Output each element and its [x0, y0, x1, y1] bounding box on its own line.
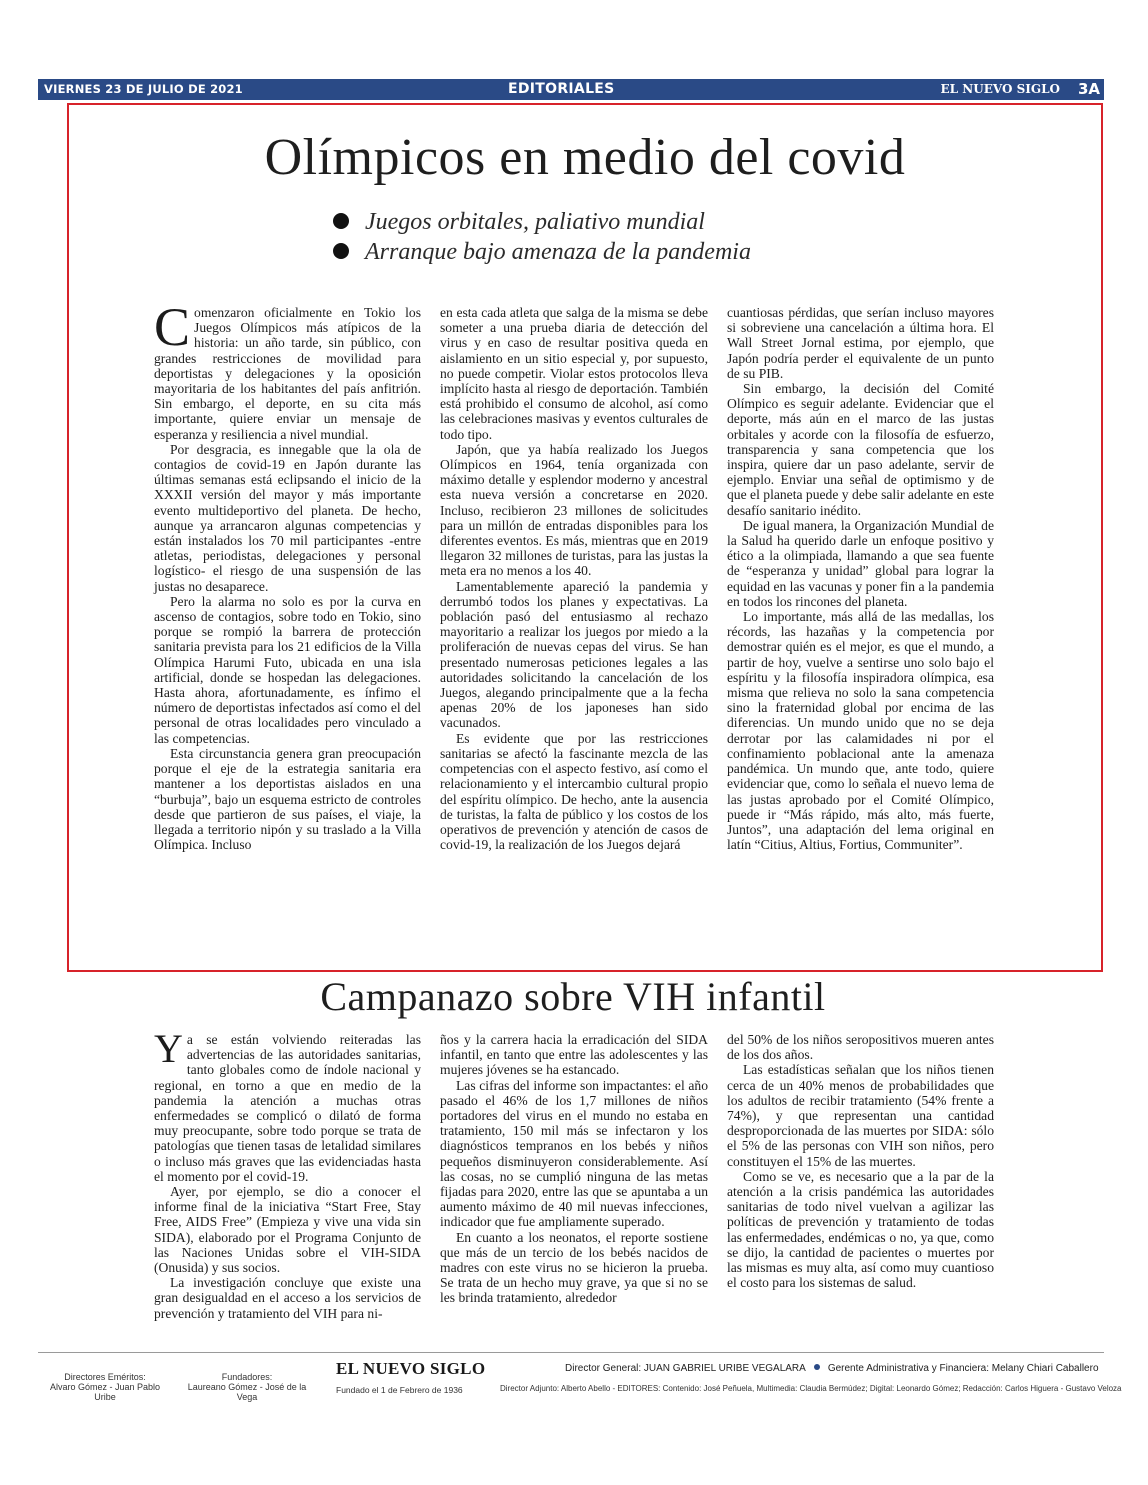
- subtitle-2: Arranque bajo amenaza de la pandemia: [365, 239, 751, 265]
- paragraph: En cuanto a los neonatos, el reporte sostiene que más de un tercio de los bebés nacidos de madres con este virus no se hicieron la prueba. Se trata de un hecho muy grave, ya que si no se les brinda tratamiento, alrededor: [440, 1229, 708, 1306]
- paragraph: De igual manera, la Organización Mundial de la Salud ha querido darle un enfoque positivo y ético a la olimpiada, llamando a que sea fuente de “esperanza y unidad” global para lograr la equidad en las vacunas y poner fin a la pandemia en todos los rincones del planeta.: [727, 517, 994, 609]
- paragraph: ños y la carrera hacia la erradicación del SIDA infantil, en tanto que entre las adolescentes y las mujeres jóvenes se ha estancado.: [440, 1032, 708, 1078]
- paragraph: Esta circunstancia genera gran preocupación porque el eje de la estrategia sanitaria era mantener a los deportistas aislados en una “burbuja”, bajo un esquema estricto de controles desde que partieron de sus países, el viaje, la llegada a territorio nipón y su traslado a la Villa Olímpica. Incluso: [154, 745, 421, 853]
- drop-cap: Y: [154, 1026, 183, 1071]
- issue-date: VIERNES 23 DE JULIO DE 2021: [44, 82, 243, 96]
- page-header-bar: [38, 79, 1104, 100]
- article2-column-2: [440, 1032, 708, 1306]
- founders-label: Fundadores:: [221, 1372, 273, 1382]
- bullet-icon: [333, 213, 349, 229]
- article-column-1: [154, 297, 421, 853]
- paragraph: Como se ve, es necesario que a la par de la atención a la crisis pandémica las autoridades sanitarias de todo nivel vuelvan a agilizar las políticas de prevención y tratamiento de todas las enfermedades, endémicas o no, ya que, como se dijo, la cantidad de pacientes o muertes por las mismas es muy alta, así como muy cuantioso el costo para los sistemas de salud.: [727, 1168, 994, 1291]
- directors-label: Directores Eméritos:: [64, 1372, 146, 1382]
- section-title: EDITORIALES: [508, 81, 615, 97]
- staff-line-1: [565, 1363, 1099, 1374]
- paragraph: Por desgracia, es innegable que la ola de contagios de covid-19 en Japón durante las últimas semanas está eclipsando el inicio de la XXXII versión del mayor y más importante evento multideportivo del planeta. De hecho, aunque ya arrancaron algunas competencias y están instalados los 70 mil participantes -entre atletas, periodistas, delegaciones y personal logístico- el riesgo de una suspensión de las justas no desaparece.: [154, 441, 421, 594]
- article-column-3: [727, 305, 994, 852]
- article2-column-3: [727, 1032, 994, 1290]
- paragraph: Las estadísticas señalan que los niños tienen cerca de un 40% menos de probabilidades que los adultos de recibir tratamiento (54% frente a 74%), y que representan una cantidad desproporcionada de las muertes por SIDA: sólo el 5% de las personas con VIH son niños, pero constituyen el 15% de las muertes.: [727, 1062, 994, 1169]
- paragraph: Las cifras del informe son impactantes: el año pasado el 46% de los 1,7 millones de niños portadores del virus en el mundo no estaba en tratamiento, 150 mil más se infectaron y los diagnósticos tempranos en los bebés y niños pequeños disminuyeron considerablemente. Así las cosas, no se cumplió ninguna de las metas fijadas para 2020, entre las que se apuntaba a un aumento máximo de 40 mil nuevas infecciones, indicador que fue ampliamente superado.: [440, 1077, 708, 1230]
- footer-logo: EL NUEVO SIGLO: [336, 1359, 486, 1378]
- paragraph: Pero la alarma no solo es por la curva en ascenso de contagios, sobre todo en Tokio, sino porque se rompió la barrera de protección sanitaria prevista para los 21 edificios de la Villa Olímpica Harumi Futo, ubicada en una isla artificial, donde se hospedan las delegaciones. Hasta ahora, afortunadamente, es ínfimo el número de deportistas infectados así como el del personal de otras localidades pero vinculado a las competencias.: [154, 593, 421, 746]
- drop-cap: C: [154, 297, 191, 357]
- directors-names: Alvaro Gómez - Juan Pablo Uribe: [49, 1382, 161, 1402]
- page-number: 3A: [1077, 80, 1100, 98]
- directors-credit: [40, 1372, 170, 1402]
- paragraph: Lo importante, más allá de las medallas, los récords, las hazañas y la competencia por demostrar quién es el mejor, es que el mundo, a partir de hoy, vuelve a sentirse uno solo bajo el espíritu y la filosofía inspiradora olímpica, esa misma que relieva no solo la sana competencia sino la fraternidad global por encima de las diferencias. Un mundo unido que no se deja derrotar por las calamidades ni por el confinamiento poblacional ante la amenaza pandémica. Un mundo que, ante todo, quiere evidenciar que, como lo señala el nuevo lema de las justas aprobado por el Comité Olímpico, puede ir “Más rápido, más alto, más fuerte, Juntos”, una adaptación del lema original en latín “Citius, Altius, Fortius, Communiter”.: [727, 609, 994, 853]
- paragraph: La investigación concluye que existe una gran desigualdad en el acceso a los servicios de prevención y tratamiento del VIH para ni-: [154, 1275, 421, 1321]
- paragraph: cuantiosas pérdidas, que serían incluso mayores si sobreviene una cancelación a última hora. El Wall Street Jornal estima, por ejemplo, que Japón podría perder el equivalente de un punto de su PIB.: [727, 305, 994, 381]
- paragraph: Japón, que ya había realizado los Juegos Olímpicos en 1964, tenía organizada con máximo detalle y esplendor moderno y ancestral esta nueva versión a concretarse en 2020. Incluso, recibieron 23 millones de solicitudes para un millón de entradas disponibles para los diferentes eventos. Es más, mientras que en 2019 llegaron 32 millones de turistas, para las justas la meta era no menos a los 40.: [440, 441, 708, 579]
- footer-divider: [38, 1352, 1104, 1353]
- paragraph: en esta cada atleta que salga de la misma se debe someter a una prueba diaria de detección del virus y en caso de resultar positiva queda en aislamiento en un sitio especial y, por supuesto, no puede competir. Violar estos protocolos lleva implícito hasta al riesgo de deportación. También está prohibido el consumo de alcohol, así como las celebraciones masivas y eventos culturales de todo tipo.: [440, 305, 708, 442]
- article2-column-1: [154, 1026, 421, 1321]
- masthead-brand: EL NUEVO SIGLO: [940, 82, 1060, 96]
- finance-manager: Gerente Administrativa y Financiera: Melany Chiari Caballero: [827, 1363, 1099, 1374]
- founded-date: Fundado el 1 de Febrero de 1936: [336, 1385, 463, 1395]
- founders-credit: [182, 1372, 312, 1402]
- director-general: Director General: JUAN GABRIEL URIBE VEGALARA: [565, 1363, 806, 1374]
- paragraph: omenzaron oficialmente en Tokio los Juegos Olímpicos más atípicos de la historia: un año tarde, sin público, con grandes restricciones de movilidad para deportistas y delegaciones y la oposición mayoritaria de los habitantes del país anfitrión. Sin embargo, el deporte, en su cita más importante, quiere enviar un mensaje de esperanza y resiliencia a nivel mundial.: [154, 305, 421, 442]
- paragraph: Sin embargo, la decisión del Comité Olímpico es seguir adelante. Evidenciar que el deporte, más aún en el marco de las justas orbitales y acorde con la filosofía de esfuerzo, transparencia y sana competencia que los inspira, quiere dar un paso adelante, servir de ejemplo. Enviar una señal de optimismo y de que el planeta puede y debe salir adelante en este desafío sanitario inédito.: [727, 381, 994, 518]
- paragraph: Ayer, por ejemplo, se dio a conocer el informe final de la iniciativa “Start Free, Stay Free, AIDS Free” (Empieza y vive una vida sin SIDA), elaborado por el Programa Conjunto de las Naciones Unidas sobre el VIH-SIDA (Onusida) y sus socios.: [154, 1184, 421, 1276]
- separator-dot-icon: [814, 1364, 820, 1370]
- article-column-2: [440, 305, 708, 852]
- bullet-icon: [333, 243, 349, 259]
- paragraph: Es evidente que por las restricciones sanitarias se afectó la fascinante mezcla de las competencias con el aspecto festivo, así como el relacionamiento y el intercambio cultural propio del espíritu olímpico. De hecho, ante la ausencia de turistas, la falta de público y los costos de los operativos de prevención y atención de casos de covid-19, la realización de los Juegos dejará: [440, 730, 708, 853]
- staff-line-2: Director Adjunto: Alberto Abello - EDITORES: Contenido: José Peñuela, Multimedia: Claudia Bermúdez; Digital: Leonardo Gómez; Redacción: Carlos Higuera - Gustavo Veloza: [500, 1384, 1122, 1393]
- editorial-title-2: Campanazo sobre VIH infantil: [320, 974, 826, 1019]
- founders-names: Laureano Gómez - José de la Vega: [187, 1382, 307, 1402]
- paragraph: del 50% de los niños seropositivos mueren antes de los dos años.: [727, 1032, 994, 1063]
- editorial-subtitles: [333, 207, 751, 267]
- paragraph: Lamentablemente apareció la pandemia y derrumbó todos los planes y expectativas. La población pasó del entusiasmo al rechazo mayoritario a realizar los juegos por miedo a la proliferación de nuevas cepas del virus. Se han presentado numerosas peticiones legales a las autoridades solicitando la cancelación de los Juegos, alegando principalmente que a la fecha apenas 20% de los japoneses han sido vacunados.: [440, 578, 708, 731]
- paragraph: a se están volviendo reiteradas las advertencias de las autoridades sanitarias, tanto globales como de índole nacional y regional, en torno a que en medio de la pandemia la atención a muchas otras enfermedades se complicó o dilató de forma muy preocupante, sobre todo porque se trata de patologías que tienen tasas de letalidad similares o incluso más graves que las evidenciadas hasta el momento por el covid-19.: [154, 1032, 421, 1184]
- editorial-title: Olímpicos en medio del covid: [264, 129, 906, 186]
- subtitle-1: Juegos orbitales, paliativo mundial: [365, 209, 705, 235]
